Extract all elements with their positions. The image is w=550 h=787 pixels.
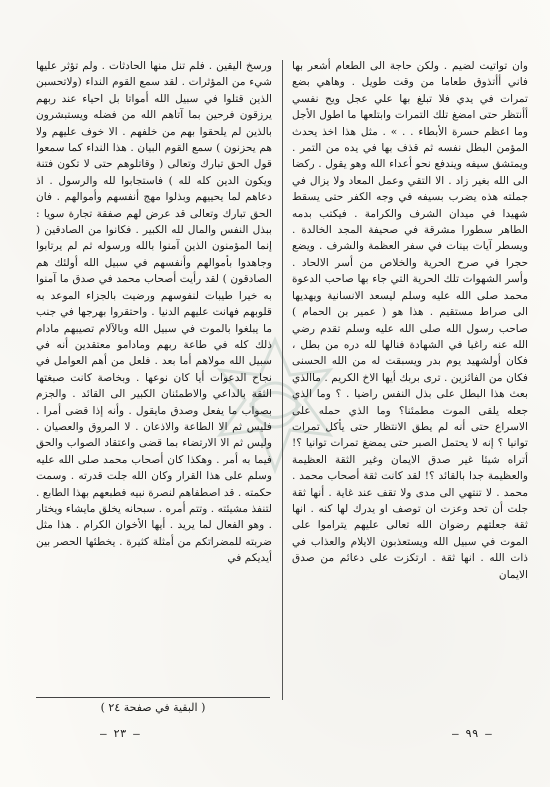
right-text-column (292, 58, 528, 698)
right-column-text: وان تواتيت لضيم . ولكن حاجة الى الطعام أشعر بها فاني أأتذوق طعاما من وقت طويل . وهاهي بضع تمرات في يدي فلا تبلغ بها علي عجل ويح نفسي أأنتظر حتى امضغ تلك التمرات وابتلعها ما اطول الأجل وما اعظم حسرة الأبطاء . . » . مثل هذا اخذ يحدث المؤمن البطل نفسه ثم قذف بها في يده من التمر . ويمتشق سيفه ويندفع نحو أعداء الله وهو يقول . ركضا الى الله بغير زاد . الا التقي وعمل المعاد ولا يزال في جملته هذه يضرب بسيفه في وجه الكفر حتى يسقط شهيدا في ميدان الشرف والكرامة . فيكتب بدمه الطاهر سطورا مشرقة في صحيفة المجد الخالدة . ويسطر آيات بينات في سفر العظمة والشرف . ويضع حجرا في صرح الحرية والخلاص من أسر الالحاد . وأسر الشهوات تلك الحرية التي جاء بها صاحب الدعوة محمد صلى الله عليه وسلم ليسعد الانسانية ويهديها الى صراط مستقيم . هذا هو ( عمير بن الحمام ) صاحب رسول الله صلى الله عليه وسلم تقدم رضي الله عنه راغبا في الشهادة فنالها لله دره من بطل ، فكان أولشهيد يوم بدر ويسبقت له من الله الحسنى فكان من الفائزين . ترى بربك أيها الاخ الكريم . ماالذي بعث هذا البطل على بذل النفس راضيا . ؟ وما الذي جعله يلقى الموت مطمئنا؟ وما الذي حمله على الاسراع حتى أنه لم يطق الانتظار حتى يأكل تمرات توانيا ؟ إنه لا يحتمل الصبر حتى يمضغ تمرات توانيا ؟! أتراه شيئا غير صدق الايمان وغير الثقة العظيمة والعظيمة جدا بالقائد ؟! لقد كانت ثقة أصحاب محمد . محمد . لا تنتهي الى مدى ولا تقف عند غاية . أنها ثقة جلت أن تحد وعزت ان توصف او يدرك لها كنه . انها ثقة جعلتهم رضوان الله تعالى عليهم يتراموا على الموت في سبيل الله ويستعذبون الايلام والعذاب في ذات الله . انها ثقة . ارتكزت على دعائم من صدق الايمان (292, 60, 528, 581)
left-text-column (36, 58, 272, 698)
footnote-rule (36, 697, 270, 698)
page-number-left: — ٢٣ — (100, 727, 140, 740)
column-divider (282, 60, 283, 700)
left-column-text: ورسخ اليقين . فلم تنل منها الحادثات . ولم تؤثر عليها شيء من المؤثرات . لقد سمع القوم النداء (ولاتحسبن الذين قتلوا في سبيل الله أمواتا بل احياء عند ربهم يرزقون فرحين بما آتاهم الله من فضله ويستبشرون بالذين لم يلحقوا بهم من خلفهم . الا خوف عليهم ولا هم يحزنون ) سمع القوم البيان . هذا النداء كما سمعوا قول الحق تبارك وتعالى ( وقاتلوهم حتى لا تكون فتنة ويكون الدين كله لله ) فاستجابوا لله والرسول . اذ دعاهم لما يحييهم وبذلوا مهج أنفسهم وأموالهم . فان الحق تبارك وتعالى قد عرض لهم صفقة تجارة سويا : ببذل النفس والمال لله الكبير . فكانوا من الصادقين ( إنما المؤمنون الذين آمنوا بالله ورسوله ثم لم يرتابوا وجاهدوا بأموالهم وأنفسهم في سبيل الله أولئك هم الصادقون ) لقد رأيت أصحاب محمد في صدق ما آمنوا به خيرا طيبات لنفوسهم ورضيت بالجزاء الموعد به قلوبهم فهانت عليهم الدنيا . واحتقروا بهرجها في جنب ما يبلغوا بالموت في سبيل الله وبالآلام تصيبهم مادام ذلك كله في طاعة ربهم ومادامو معتقدين أنه في سبيل الله مولاهم أما بعد . فلعل من أهم العوامل في نجاح الدعوات أيا كان نوعها . وبخاصة كانت صبغتها الثقة بالداعي والاطمئنان الكبير الى القائد . والجزم بصواب ما يفعل وصدق مايقول . وأنه إذا قضى أمرا . فليس ثم الا الطاعة والاذعان . لا المروق والعصيان . وليس ثم الا الارتضاء بما قضى واعتقاد الصواب والحق فيما به أمر . وهكذا كان أصحاب محمد صلى الله عليه وسلم على هذا القرار وكان الله جلت قدرته . وسمت حكمته . قد اصطفاهم لنصرة نبيه فطبعهم بهذا الطابع . لتنفذ مشيئته . وتتم أمره . سبحانه يخلق مايشاء ويختار . وهو الفعال لما يريد . أيها الأخوان الكرام . هذا مثل ضربته للمضراتكم من أمثلة كثيرة . يخطئها الحصر بين أيديكم في (36, 60, 272, 565)
page-number-right: — ٩٩ — (452, 727, 492, 740)
continuation-note: ( البقية في صفحة ٢٤ ) (100, 701, 206, 714)
